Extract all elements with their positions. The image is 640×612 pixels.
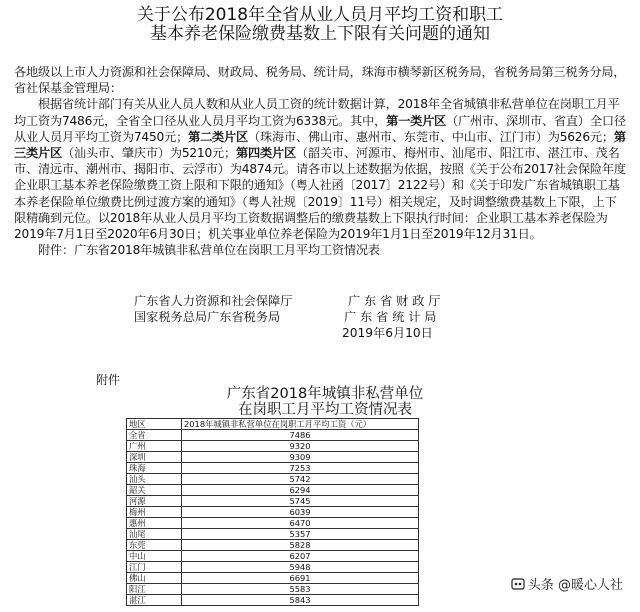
category1-text: （广州市、深圳市、省直）全口径从业人员月平均工资为7450元； bbox=[14, 113, 626, 144]
cell-region: 阳江 bbox=[127, 584, 182, 595]
cell-region: 韶关 bbox=[127, 485, 182, 496]
watermark bbox=[508, 573, 626, 594]
table-row bbox=[127, 474, 419, 485]
cell-region: 珠海 bbox=[127, 463, 182, 474]
appendix-label: 附件 bbox=[96, 373, 121, 387]
category4-text: （韶关市、河源市、梅州市、汕尾市、阳江市、湛江市、茂名市、清远市、潮州市、揭阳市、云浮市）为4874元。请各市以上述数据为依据，按照《关于公布2017社会保险年度企业职工基本养老保险缴费工资上限和下限的通知》（粤人社函〔2017〕2122号）和《关于印发广东省城镇职工基本养老保险单位缴费比例过渡方案的通知》（粤人社规〔2019〕11号）相关规定，及时调整缴费基数上下限，上下限精确到元位。以2018年从业人员月平均工资数据调整后的缴费基数上下限执行时间：企业职工基本养老保险为2019年7月1日至2020年6月30日；机关事业单位养老保险为2019年1月1日至2019年12月31日。 bbox=[14, 146, 626, 242]
cell-region: 江门 bbox=[127, 562, 182, 573]
category2-text: （珠海市、佛山市、惠州市、东莞市、中山市、江门市）为5626元； bbox=[248, 129, 614, 144]
addressees: 各地级以上市人力资源和社会保障局、财政局、税务局、统计局，珠海市横琴新区税务局，省税务局第三税务分局，省社保基金管理局： bbox=[14, 65, 626, 96]
cell-wage: 5357 bbox=[182, 529, 419, 540]
table-header-row bbox=[127, 419, 419, 430]
cell-wage: 6470 bbox=[182, 518, 419, 529]
cell-region: 东莞 bbox=[127, 540, 182, 551]
table-row bbox=[127, 441, 419, 452]
category2-label: 第二类片区 bbox=[188, 129, 249, 144]
cell-region: 广州 bbox=[127, 441, 182, 452]
attachment-line: 附件：广东省2018年城镇非私营单位在岗职工月平均工资情况表 bbox=[38, 243, 380, 258]
cell-wage: 5742 bbox=[182, 474, 419, 485]
cell-wage: 5828 bbox=[182, 540, 419, 551]
table-row bbox=[127, 463, 419, 474]
table-row bbox=[127, 595, 419, 606]
table-row bbox=[127, 584, 419, 595]
appendix-title-line1: 广东省2018年城镇非私营单位 bbox=[226, 386, 424, 402]
table-row bbox=[127, 452, 419, 463]
cell-wage: 9309 bbox=[182, 452, 419, 463]
cell-region: 湛江 bbox=[127, 595, 182, 606]
table-row bbox=[127, 485, 419, 496]
appendix-title bbox=[140, 386, 510, 418]
cell-wage: 7253 bbox=[182, 463, 419, 474]
cell-region: 佛山 bbox=[127, 573, 182, 584]
cell-wage: 6294 bbox=[182, 485, 419, 496]
paragraph-intro: 根据省统计部门有关从业人员人数和从业人员工资的统计数据计算，2018年全省城镇非私营单位在岗职工月平均工资为7486元，全省全口径从业人员月平均工资为6338元。其中， bbox=[14, 97, 620, 128]
table-row bbox=[127, 562, 419, 573]
cell-wage: 5843 bbox=[182, 595, 419, 606]
cell-wage: 5948 bbox=[182, 562, 419, 573]
sign-date: 2019年6月10日 bbox=[342, 326, 433, 340]
cell-wage: 5583 bbox=[182, 584, 419, 595]
cell-wage: 5745 bbox=[182, 496, 419, 507]
notice-title-line2: 基本养老保险缴费基数上下限有关问题的通知 bbox=[150, 24, 490, 44]
wage-table bbox=[126, 418, 419, 606]
table-row bbox=[127, 540, 419, 551]
cell-region: 中山 bbox=[127, 551, 182, 562]
signatory-stats: 广 东 省 统 计 局 bbox=[344, 310, 437, 324]
notice-title-line1: 关于公布2018年全省从业人员月平均工资和职工 bbox=[136, 5, 504, 25]
header-wage: 2018年城镇非私营单位在岗职工月平均工资（元） bbox=[182, 419, 419, 430]
main-paragraph bbox=[14, 96, 626, 242]
notice-title bbox=[0, 6, 640, 44]
wage-table-body bbox=[127, 430, 419, 606]
signatory-tax: 国家税务总局广东省税务局 bbox=[134, 310, 281, 324]
category3-text: （汕头市、肇庆市）为5210元； bbox=[61, 146, 237, 161]
cell-wage: 6691 bbox=[182, 573, 419, 584]
toutiao-logo-icon bbox=[511, 577, 525, 591]
signatory-hr: 广东省人力资源和社会保障厅 bbox=[134, 294, 293, 308]
cell-region: 梅州 bbox=[127, 507, 182, 518]
category3-label: 第三类片区 bbox=[14, 129, 626, 161]
cell-region: 汕头 bbox=[127, 474, 182, 485]
cell-region: 深圳 bbox=[127, 452, 182, 463]
cell-region: 全省 bbox=[127, 430, 182, 441]
header-region: 地区 bbox=[127, 419, 182, 430]
cell-region: 汕尾 bbox=[127, 529, 182, 540]
watermark-text: 头条 @暖心人社 bbox=[527, 578, 623, 593]
table-row bbox=[127, 518, 419, 529]
signatory-finance: 广 东 省 财 政 厅 bbox=[348, 294, 441, 308]
cell-region: 惠州 bbox=[127, 518, 182, 529]
category1-label: 第一类片区 bbox=[386, 113, 447, 128]
cell-wage: 7486 bbox=[182, 430, 419, 441]
table-row bbox=[127, 496, 419, 507]
table-row bbox=[127, 551, 419, 562]
cell-region: 河源 bbox=[127, 496, 182, 507]
table-row bbox=[127, 573, 419, 584]
notice-body bbox=[14, 64, 626, 258]
category4-label: 第四类片区 bbox=[236, 146, 296, 161]
table-row bbox=[127, 430, 419, 441]
appendix-title-line2: 在岗职工月平均工资情况表 bbox=[238, 402, 412, 418]
cell-wage: 6207 bbox=[182, 551, 419, 562]
cell-wage: 6039 bbox=[182, 507, 419, 518]
cell-wage: 9320 bbox=[182, 441, 419, 452]
table-row bbox=[127, 507, 419, 518]
table-row bbox=[127, 529, 419, 540]
